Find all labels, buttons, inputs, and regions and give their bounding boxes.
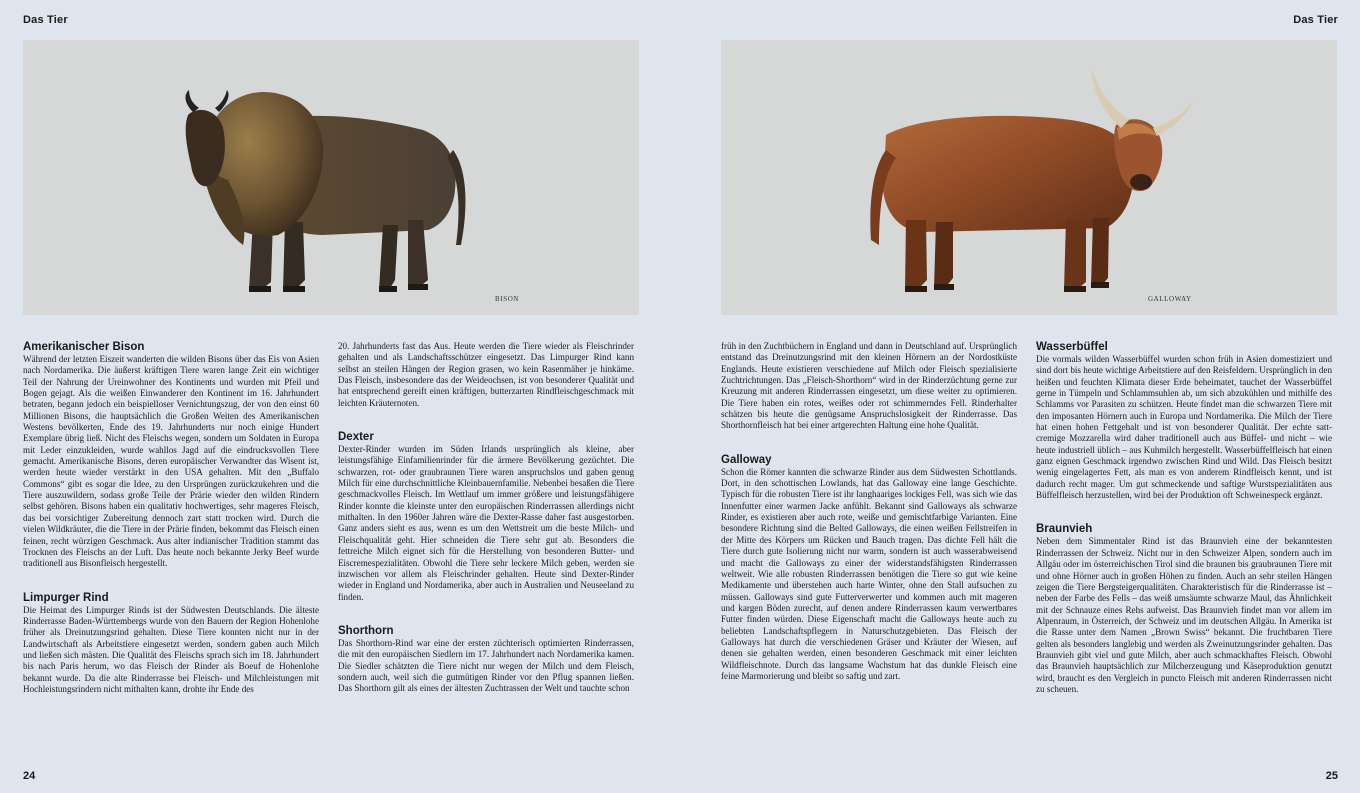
running-head-right: Das Tier [1293,14,1338,26]
column-1 [23,341,319,717]
paragraph-braunvieh: Neben dem Simmentaler Rind ist das Braunvieh eine der bekanntesten Rinderrassen der Schweiz. Nicht nur in den Schweizer Alpen, sondern auch im Allgäu oder im österreichischen Tirol sind die braunen bis graubraunen Tiere mit und ohne Hörner auch in großen Höhen zu finden. Auch an sehr steilen Hängen zeigen die Tiere Bergsteigerqualitäten. Charakteristisch für die Rinderrasse ist – neben der Farbe des Fells – das weiß umsäumte schwarze Maul, das Ähnlichkeit mit der Schnauze eines Rehs aufweist. Das Braunvieh findet man vor allem im Alpenraum, in Österreich, der Schweiz und im deutschen Allgäu. In Amerika ist die Rasse unter dem Namen „Brown Swiss“ bekannt. Die fruchtbaren Tiere gelten als besonders langlebig und werden als Zweinutzungsrinder gehalten. Das Braunvieh gibt viel und gute Milch, aber auch schmackhaftes Fleisch. Obwohl das Braunvieh hauptsächlich zur Milcherzeugung und Käseproduktion genutzt wird, braucht es den Vergleich in puncto Fleisch mit anderen Rinderrassen nicht zu scheuen. [1036,536,1332,694]
column-2 [338,341,634,717]
paragraph-dexter: Dexter-Rinder wurden im Süden Irlands ursprünglich als kleine, aber leistungsfähige Einfamilienrinder für die ärmere Bevölkerung gezüchtet. Die schwarzen, rot- oder graubraunen Tiere waren anspruchslos und gaben genug Milch für eine durchschnittliche Kleinbauernfamilie. Nebenbei besaßen die Tiere geschmackvolles Fleisch. Im Wettlauf um immer größere und leistungsfähigere Rinder konnte die kleinste unter den europäischen Rinderrassen allerdings nicht mithalten. In den 1960er Jahren wäre die Dexter-Rasse daher fast ausgestorben. Ganz anders sieht es aus, wenn es um den Wettstreit um die beste Milch- und Fleischqualität geht. Hier schneiden die Tiere sehr gut ab. Besonders die fettreiche Milch eignet sich für die Herstellung von besonderen Butter- und Eiscremespezialitäten. Obwohl die Tiere sehr leckere Milch geben, werden sie inzwischen vor allem als Fleischrinder gehalten. Heute sind Dexter-Rinder wieder in England und Nordamerika, aber auch in Australien und Neuseeland zu finden. [338,444,634,602]
bison-illustration [23,40,639,315]
paragraph-limpurger-rind: Die Heimat des Limpurger Rinds ist der Südwesten Deutschlands. Die älteste Rinderrasse Baden-Württembergs wurde von den Bauern der Region Hohenlohe früher als Dreinutzungsrind gehalten. Diese Tiere konnten nicht nur in der Landwirtschaft als Arbeitstiere eingesetzt werden, sondern gaben auch Milch und ließen sich mästen. Die Qualität des Fleischs sprach sich im 18. Jahrhundert bis nach Paris herum, wo das Fleisch der Rinder als Boeuf de Hohenlohe bekannt wurde. Da die alte Rinderrasse bei Fleisch- und Milchleistungen mit Hochleistungsrindern nicht mithalten kann, drohte ihr Ende des [23,604,319,694]
heading-shorthorn: Shorthorn [338,624,394,637]
galloway-drawing [721,40,1337,315]
paragraph-shorthorn-continued: früh in den Zuchtbüchern in England und dann in Deutschland auf. Ursprünglich entstand das Dreinutzungsrind mit den kleinen Hörnern an der Nordostküste Englands. Heute existieren verschiedene auf Milch oder Fleisch spezialisierte Zuchtrichtungen. Das „Fleisch-Shorthorn“ wird in der Rinderzüchtung gerne zur Kreuzung mit anderen Rinderrassen eingesetzt, um diese weiter zu optimieren. Die Tiere haben ein rotes, weißes oder rot schimmerndes Fell. Rinderhalter schätzen bis heute die genügsame Anspruchslosigkeit der Rinderrasse. Das Shorthornfleisch hat bei einer artgerechten Haltung eine hohe Qualität. [721,341,1017,431]
page-number-right: 25 [1325,770,1338,782]
heading-galloway: Galloway [721,453,772,466]
paragraph-shorthorn: Das Shorthorn-Rind war eine der ersten züchterisch optimierten Rinderrassen, die mit den europäischen Siedlern im 17. Jahrhundert nach Nordamerika kamen. Die Siedler schätzten die Tiere nicht nur wegen der Milch und dem Fleisch, sondern auch, weil sich die gutmütigen Rinder vor den Pflug spannen ließen. Das Shorthorn gilt als eines der ältesten Zuchtrassen der Welt und tauchte schon [338,637,634,694]
plate-caption-galloway: GALLOWAY [1148,295,1192,303]
heading-limpurger-rind: Limpurger Rind [23,591,109,604]
column-4 [1036,341,1332,717]
galloway-illustration [721,40,1337,315]
paragraph-limpurger-rind-continued: 20. Jahrhunderts fast das Aus. Heute werden die Tiere wieder als Fleischrinder gehalten und als Landschaftsschützer eingesetzt. Das Limpurger Rind kann selbst an steilen Hängen der Region grasen, wo kein Rasenmäher je hinkäme. Das Fleisch, insbesondere das der Weideochsen, ist von besonderer Qualität und hat entsprechend gereift einen kräftigen, butterzarten Rindfleischgeschmack mit leichten Kräuternoten. [338,341,634,408]
heading-dexter: Dexter [338,431,374,444]
heading-amerikanischer-bison: Amerikanischer Bison [23,341,145,353]
paragraph-wasserbueffel: Die vormals wilden Wasserbüffel wurden schon früh in Asien domestiziert und sind dort bis heute wichtige Arbeitstiere auf den Reisfeldern. Ursprünglich in den heißen und feuchten Klimata dieser Erde beheimatet, tauchet der Wasserbüffel gerne in Tümpeln und Schlammsuhlen ab, um sich abzukühlen und mithilfe des Schlamms vor Parasiten zu schützen. Heute findet man die schwarzen Tiere mit den imposanten Hörnern auch in Europa und Nordamerika. Die Milch der Tiere hat einen hohen Fettgehalt und ist von besonderer Qualität. Der echte satt-cremige Mozzarella wird daher traditionell auch aus Büffel- und nicht – wie heute industriell üblich – aus Kuhmilch hergestellt. Wasserbüffelfleisch hat einen ganz eignen Geschmack irgendwo zwischen Rind und Wild. Das Fleisch besitzt wenig eingelagertes Fett, als man es von anderem Rindfleisch kennt, und ist dadurch recht mager. Um gut schmeckende und saftige Wurstspezialitäten aus Büffelfleisch herzustellen, wird bei der Produktion oft Schweinespeck ergänzt. [1036,354,1332,501]
page-number-left: 24 [23,770,36,782]
paragraph-galloway: Schon die Römer kannten die schwarze Rinder aus dem Südwesten Schottlands. Dort, in den schottischen Lowlands, hat das Galloway eine lange Geschichte. Typisch für die robusten Tiere ist ihr langhaariges lockiges Fell, was sich wie das Innenfutter einer warmen Jacke anfühlt. Bekannt sind Galloways als schwarze Rinder, es existieren aber auch rote, weiße und gemischtfarbige Varianten. Eine besondere Richtung sind die Belted Galloways, die einen weißen Fellstreifen in der Mitte des Körpers um Rücken und Bauch tragen. Das dichte Fell hält die Tiere durch gute Isolierung nicht nur warm, sondern ist auch wasserabweisend und macht die Galloways zu einer der widerstandsfähigsten Rinderrassen weltweit. Wie alle robusten Rinderrassen benötigen die Tiere so gut wie keine Medikamente und überstehen auch harte Winter, ohne den Stall aufsuchen zu müssen. Galloways sind gute Futterverwerter und kommen auch mit mageren und kargen Böden zurecht, auf denen andere Rinderrassen kaum verwertbares Futter finden würden. Diese Eigenschaft macht die Galloways heute auch zu beliebten Landschaftspflegern in Naturschutzgebieten. Das Fleisch der Galloways hat durch die verschiedenen Gräser und Kräuter der Wiesen, auf denen sie gehalten werden, einen besonderen Geschmack mit einer leichten Wildfleischnote. Durch das langsame Wachstum hat das dunkle Fleisch eine feine Marmorierung und bleibt so saftig und zart. [721,466,1017,681]
heading-wasserbueffel: Wasserbüffel [1036,341,1108,353]
running-head-left: Das Tier [23,14,68,26]
paragraph-amerikanischer-bison: Während der letzten Eiszeit wanderten die wilden Bisons über das Eis von Asien nach Nordamerika. Die äußerst kräftigen Tiere waren lange Zeit ein wichtiger Teil der Nahrung der Ureinwohner des Kontinents und wurden mit Pfeil und Bogen gejagt. Als die weißen Einwanderer den Kontinent im 16. Jahrhundert betraten, begann jedoch ein beispielloser Vernichtungszug, der von den einst 60 Millionen Bisons, die hauptsächlich die Großen Weiten des Amerikanischen Westens bevölkerten, Ende des 19. Jahrhunderts nur noch einige Hundert Exemplare übrig ließ. Nicht des Fleischs wegen, sondern um Soldaten in Europa mit Leder einzukleiden, wurde wahllos Jagd auf die eindrucksvollen Tiere gemacht. Amerikanische Bisons, deren europäischer Verwandter das Wisent ist, werden heute wieder verstärkt in den USA gehalten. Mit den „Buffalo Commons“ gibt es sogar die Idee, zu den Ursprüngen zurückzukehren und die Tiere auszuwildern, sodass große Teile der Prärie wieder den wilden Rindern selbst gehören. Bisons haben ein qualitativ hochwertiges, sehr mageres Fleisch, das bei vorsichtiger Zubereitung dennoch zart statt trocken wird. Durch die vielen Wildkräuter, die die Tiere in der Prärie finden, bekommt das Fleisch einen feinen, recht würzigen Geschmack. Aus alter indianischer Tradition stammt das Trocknen des Fleischs an der Luft. Das heute noch bekannte Jerky Beef wurde traditionell aus Bisonfleisch hergestellt. [23,354,319,569]
column-3 [721,341,1017,704]
bison-drawing [23,40,639,315]
heading-braunvieh: Braunvieh [1036,523,1093,536]
right-page [680,0,1360,793]
plate-caption-bison: BISON [495,295,520,303]
